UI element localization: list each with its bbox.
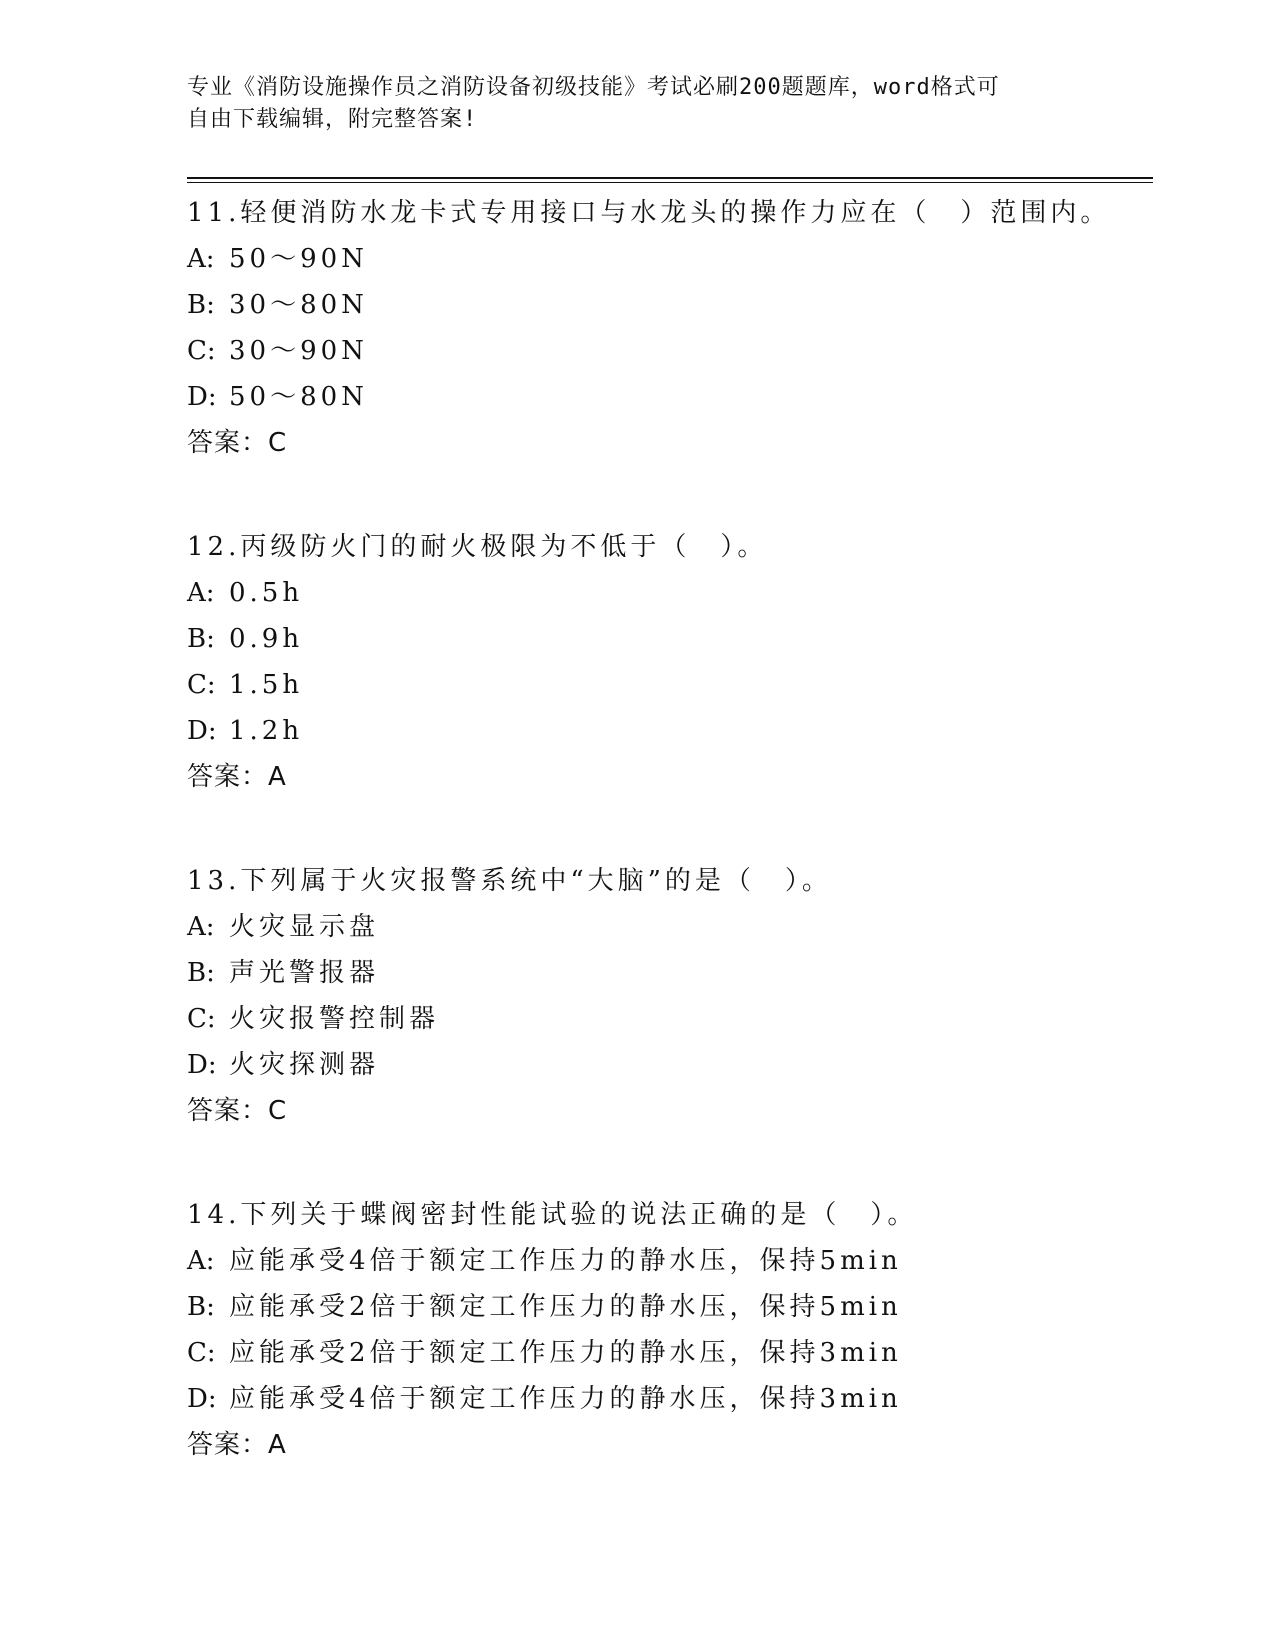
option-letter: C:	[187, 336, 216, 366]
option-text: 应能承受4倍于额定工作压力的静水压，保持3min	[229, 1384, 902, 1414]
option-a	[187, 236, 1187, 282]
answer-line: 答案：C	[187, 1096, 288, 1126]
option-c	[187, 328, 1187, 374]
option-letter: C:	[187, 1004, 216, 1034]
option-text: 声光警报器	[229, 958, 380, 988]
question-12	[187, 524, 1187, 800]
option-d	[187, 1042, 1187, 1088]
question-list	[187, 190, 1187, 1526]
option-letter: B:	[187, 624, 215, 654]
question-stem: 13.下列属于火灾报警系统中“大脑”的是（ ）。	[187, 866, 832, 896]
option-text: 1.2h	[229, 716, 304, 746]
option-c	[187, 1330, 1187, 1376]
option-text: 应能承受2倍于额定工作压力的静水压，保持5min	[229, 1292, 902, 1322]
answer-line: 答案：C	[187, 428, 288, 458]
question-stem: 11.轻便消防水龙卡式专用接口与水龙头的操作力应在（ ）范围内。	[187, 198, 1111, 228]
question-stem: 14.下列关于蝶阀密封性能试验的说法正确的是（ ）。	[187, 1200, 918, 1230]
option-c	[187, 662, 1187, 708]
option-text: 1.5h	[229, 670, 304, 700]
question-14	[187, 1192, 1187, 1468]
option-a	[187, 570, 1187, 616]
option-text: 0.5h	[229, 578, 304, 608]
option-letter: A:	[187, 1246, 215, 1276]
option-letter: A:	[187, 578, 215, 608]
option-letter: D:	[187, 382, 217, 412]
header-line-2: 自由下载编辑，附完整答案!	[187, 107, 478, 132]
option-b	[187, 282, 1187, 328]
option-letter: B:	[187, 290, 215, 320]
option-letter: A:	[187, 244, 215, 274]
option-letter: B:	[187, 1292, 215, 1322]
header-divider-thick	[187, 177, 1153, 179]
option-letter: D:	[187, 1384, 217, 1414]
option-letter: A:	[187, 912, 215, 942]
header-line-1: 专业《消防设施操作员之消防设备初级技能》考试必刷200题题库，word格式可	[187, 75, 1000, 100]
header-divider-thin	[187, 182, 1153, 183]
option-d	[187, 708, 1187, 754]
option-text: 火灾报警控制器	[229, 1004, 440, 1034]
option-d	[187, 374, 1187, 420]
option-letter: C:	[187, 1338, 216, 1368]
option-text: 30～90N	[229, 336, 368, 366]
option-text: 50～80N	[229, 382, 368, 412]
option-text: 30～80N	[229, 290, 368, 320]
question-11	[187, 190, 1187, 466]
option-a	[187, 1238, 1187, 1284]
option-letter: C:	[187, 670, 216, 700]
answer-line: 答案：A	[187, 762, 287, 792]
option-letter: D:	[187, 1050, 217, 1080]
option-text: 0.9h	[229, 624, 304, 654]
question-stem: 12.丙级防火门的耐火极限为不低于（ ）。	[187, 532, 768, 562]
option-text: 应能承受4倍于额定工作压力的静水压，保持5min	[229, 1246, 902, 1276]
option-b	[187, 1284, 1187, 1330]
option-text: 应能承受2倍于额定工作压力的静水压，保持3min	[229, 1338, 902, 1368]
option-b	[187, 950, 1187, 996]
option-letter: B:	[187, 958, 215, 988]
option-b	[187, 616, 1187, 662]
answer-line: 答案：A	[187, 1430, 287, 1460]
question-13	[187, 858, 1187, 1134]
option-a	[187, 904, 1187, 950]
document-header	[187, 72, 1087, 136]
option-c	[187, 996, 1187, 1042]
option-text: 50～90N	[229, 244, 368, 274]
option-text: 火灾探测器	[229, 1050, 380, 1080]
option-letter: D:	[187, 716, 217, 746]
option-d	[187, 1376, 1187, 1422]
option-text: 火灾显示盘	[229, 912, 380, 942]
